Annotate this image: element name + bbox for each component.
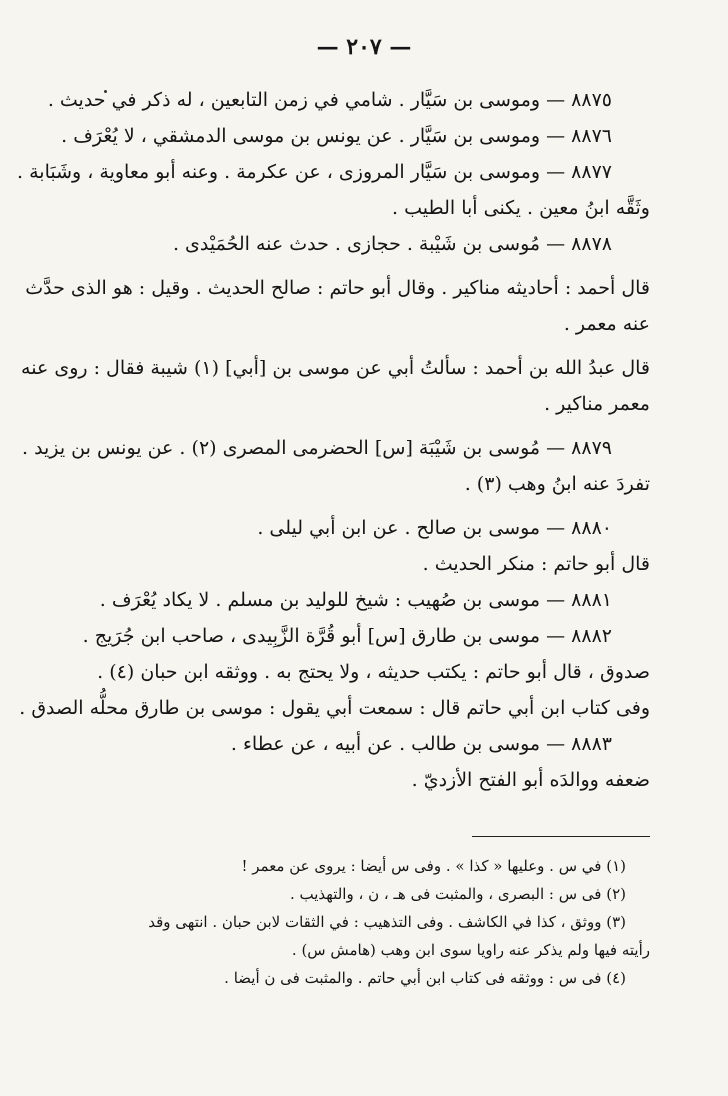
entry-8878: ٨٨٧٨ — مُوسى بن شَيْبة . حجازى . حدث عنه الحُمَيْدى . — [172, 233, 612, 255]
text-line: ضعفه ووالدَه أبو الفتح الأزديّ . — [411, 769, 650, 791]
entry-8882: ٨٨٨٢ — موسى بن طارق [س] أبو قُرَّة الزَّبِيدى ، صاحب ابن جُرَيج . — [82, 625, 612, 647]
page-number: — ٢٠٧ — — [316, 34, 412, 60]
entry-8876: ٨٨٧٦ — وموسى بن سَيَّار . عن يونس بن موسى الدمشقي ، لا يُعْرَف . — [61, 125, 612, 147]
text-line: قال أحمد : أحاديثه مناكير . وقال أبو حاتم : صالح الحديث . وقيل : هو الذى حدَّث — [25, 277, 650, 299]
entry-8879: ٨٨٧٩ — مُوسى بن شَيْبَة [س] الحضرمى المصرى (٢) . عن يونس بن يزيد . — [22, 437, 612, 459]
entry-8875: ٨٨٧٥ — وموسى بن سَيَّار . شامي في زمن التابعين ، له ذكر في حديث . — [47, 89, 612, 111]
text-line: صدوق ، قال أبو حاتم : يكتب حديثه ، ولا يحتج به . ووثقه ابن حبان (٤) . — [97, 661, 650, 683]
entry-8883: ٨٨٨٣ — موسى بن طالب . عن أبيه ، عن عطاء . — [230, 733, 612, 755]
text-line: وفى كتاب ابن أبي حاتم قال : سمعت أبي يقول : موسى بن طارق محلُّه الصدق . — [19, 697, 650, 719]
footnote-2: (٢) فى س : البصرى ، والمثبت فى هـ ، ن ، والتهذيب . — [289, 885, 626, 903]
main-text — [17, 82, 650, 798]
entry-8881: ٨٨٨١ — موسى بن صُهيب : شيخ للوليد بن مسلم . لا يكاد يُعْرَف . — [99, 589, 612, 611]
footnote-3: (٣) ووثق ، كذا في الكاشف . وفى التذهيب : في الثقات لابن حبان . انتهى وقد — [148, 913, 626, 931]
footnote-4: (٤) فى س : ووثقه فى كتاب ابن أبي حاتم . والمثبت فى ن أيضا . — [224, 969, 626, 987]
text-line: تفردَ عنه ابنُ وهب (٣) . — [464, 473, 650, 495]
entry-8877: ٨٨٧٧ — وموسى بن سَيَّار المروزى ، عن عكرمة . وعنه أبو معاوية ، وشَبَابة . — [17, 161, 612, 183]
footnote-3-continued: رأيته فيها ولم يذكر عنه راويا سوى ابن وهب (هامش س) . — [291, 941, 650, 959]
entry-8880: ٨٨٨٠ — موسى بن صالح . عن ابن أبي ليلى . — [257, 517, 612, 539]
footnote-1: (١) في س . وعليها « كذا » . وفى س أيضا : يروى عن معمر ! — [241, 857, 626, 875]
footnotes — [50, 852, 650, 992]
footnote-divider — [472, 836, 650, 837]
text-line: قال عبدُ الله بن أحمد : سألتُ أبي عن موسى بن [أبي] (١) شيبة فقال : روى عنه — [21, 357, 650, 379]
text-line: معمر مناكير . — [544, 393, 650, 415]
text-line: قال أبو حاتم : منكر الحديث . — [422, 553, 650, 575]
text-line: وثَقَّه ابنُ معين . يكنى أبا الطيب . — [392, 197, 650, 219]
text-line: عنه معمر . — [563, 313, 650, 335]
